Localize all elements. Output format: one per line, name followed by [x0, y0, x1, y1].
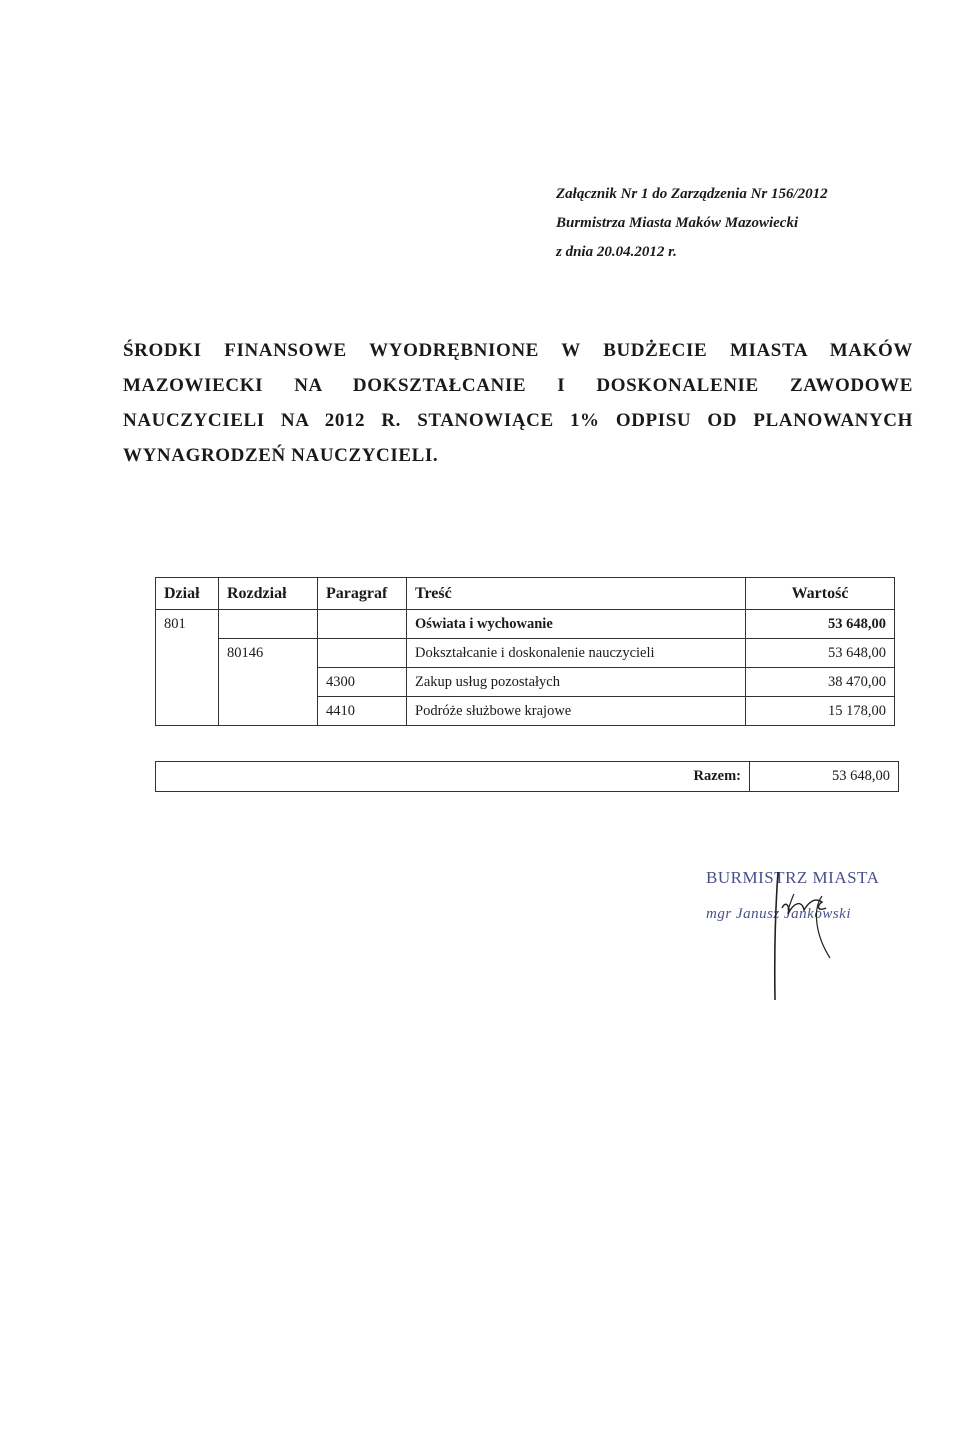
header-dzial: Dział [156, 578, 219, 610]
cell-wartosc: 53 648,00 [746, 610, 895, 639]
table-row [156, 610, 895, 639]
header-wartosc: Wartość [746, 578, 895, 610]
cell-wartosc: 38 470,00 [746, 668, 895, 697]
attachment-header [556, 180, 828, 267]
cell-wartosc: 53 648,00 [746, 639, 895, 668]
table-row [156, 668, 895, 697]
cell-paragraf: 4300 [318, 668, 407, 697]
cell-paragraf [318, 610, 407, 639]
cell-paragraf [318, 639, 407, 668]
header-paragraf: Paragraf [318, 578, 407, 610]
cell-rozdzial: 80146 [219, 639, 318, 668]
table-header-row [156, 578, 895, 610]
header-tresc: Treść [407, 578, 746, 610]
attachment-line-3: z dnia 20.04.2012 r. [556, 244, 677, 260]
cell-tresc: Dokształcanie i doskonalenie nauczycieli [407, 639, 746, 668]
cell-dzial: 801 [156, 610, 219, 639]
cell-tresc: Podróże służbowe krajowe [407, 697, 746, 726]
handwritten-signature [760, 870, 900, 1010]
attachment-line-2: Burmistrza Miasta Maków Mazowiecki [556, 215, 799, 231]
cell-paragraf: 4410 [318, 697, 407, 726]
stamp-name: mgr Janusz Jankowski [706, 906, 851, 922]
total-row [156, 762, 899, 792]
cell-rozdzial [219, 668, 318, 697]
total-table [155, 761, 899, 792]
cell-dzial [156, 668, 219, 697]
cell-rozdzial [219, 697, 318, 726]
table-row [156, 697, 895, 726]
cell-rozdzial [219, 610, 318, 639]
table-row [156, 639, 895, 668]
attachment-line-1: Załącznik Nr 1 do Zarządzenia Nr 156/2012 [556, 186, 828, 202]
total-value: 53 648,00 [750, 762, 899, 792]
cell-tresc: Oświata i wychowanie [407, 610, 746, 639]
cell-tresc: Zakup usług pozostałych [407, 668, 746, 697]
cell-dzial [156, 697, 219, 726]
stamp-title: BURMISTRZ MIASTA [706, 868, 880, 887]
cell-wartosc: 15 178,00 [746, 697, 895, 726]
budget-table [155, 577, 895, 726]
document-title: ŚRODKI FINANSOWE WYODRĘBNIONE W BUDŻECIE MIASTA MAKÓW MAZOWIECKI NA DOKSZTAŁCANIE I DOSKONALENIE ZAWODOWE NAUCZYCIELI NA 2012 R. STANOWIĄCE 1% ODPISU OD PLANOWANYCH WYNAGRODZEŃ NAUCZYCIELI. [123, 340, 913, 466]
header-rozdzial: Rozdział [219, 578, 318, 610]
cell-dzial [156, 639, 219, 668]
total-label: Razem: [156, 762, 750, 792]
